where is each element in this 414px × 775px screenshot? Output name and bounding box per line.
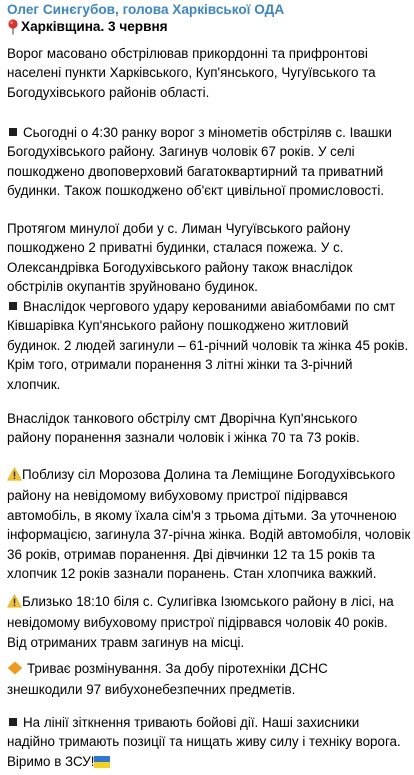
paragraph-8 (7, 659, 328, 700)
text-line: Віримо в ЗСУ! (7, 753, 95, 769)
ukraine-flag-icon (94, 754, 110, 773)
paragraph-3 (7, 219, 352, 297)
text-line: хлопчик 12 років зазнали поранень. Стан хлопчика важкий. (7, 566, 377, 582)
text-line: Внаслідок чергового удару керованими авіабомбами по смт (23, 299, 396, 314)
text-line: Поблизу сіл Морозова Долина та Леміщине Богодухівського (22, 467, 396, 482)
text-line: автомобіль, в якому їхала сім'я з трьома дітьми. За уточненою (7, 507, 397, 523)
text-line-with-icon (7, 297, 408, 316)
text-line: району на невідомому вибуховому пристрої підірвався (7, 488, 348, 504)
text-line-with-icon (7, 752, 401, 773)
text-line: Олександрівка Богодухівського району також внаслідок (7, 259, 353, 275)
black-medium-small-square-icon (9, 128, 17, 136)
black-medium-small-square-icon (9, 718, 17, 726)
text-line: Протягом минулої доби у с. Лиман Чугуївського району (7, 221, 351, 236)
text-line: будинок. 2 людей загинули – 61-річний чоловік та жінка 45 років. (7, 337, 409, 353)
text-line: хлопчик. (7, 376, 61, 392)
text-line-with-icon (7, 592, 394, 613)
text-line: Ворог масовано обстрілював прикордонні та прифронтові (7, 46, 368, 61)
text-line: Близько 18:10 біля с. Сулигівка Ізюмського району в лісі, на (22, 594, 394, 609)
paragraph-1 (7, 44, 376, 102)
post-heading (7, 18, 406, 35)
text-line: 36 років, отримав поранення. Дві дівчинки 12 та 15 років та (7, 546, 375, 562)
text-line: невідомому вибуховому пристрої підірвався чоловік 40 років. (7, 615, 388, 631)
text-line: Від отриманих травм загинув на місці. (7, 634, 245, 650)
text-line: пошкоджено двоповерховий багатоквартирний та приватний (7, 163, 384, 179)
text-line: пошкоджено 2 приватні будинки, сталася пожежа. У с. (7, 240, 344, 256)
text-line: На лінії зіткнення тривають бойові дії. Наші захисники (23, 715, 360, 730)
channel-name[interactable]: Олег Синєгубов, голова Харківської ОДА (7, 2, 285, 17)
text-line: Богодухівського району. Загинув чоловік 67 років. У селі (7, 144, 355, 160)
text-line-with-icon (7, 465, 410, 486)
orange-diamond-icon (7, 661, 23, 680)
text-line: Внаслідок танкового обстрілу смт Дворічна Куп'янського (7, 411, 358, 426)
warning-sign-icon (7, 594, 22, 613)
paragraph-9 (7, 713, 401, 773)
text-line-with-icon (7, 123, 392, 142)
text-line: знешкодили 97 вибухонебезпечних предметів. (7, 682, 296, 698)
round-pushpin-icon (7, 19, 19, 35)
warning-sign-icon (7, 467, 22, 486)
text-line: населені пункти Харківського, Куп'янського, Чугуївського та (7, 65, 376, 81)
text-line: району поранення зазнали чоловік і жінка 70 та 73 років. (7, 430, 360, 446)
text-line: Ківшарівка Куп'янського району пошкоджено житловий (7, 318, 349, 334)
text-line: будинки. Також пошкоджено об'єкт цивільної промисловості. (7, 183, 385, 199)
text-line-with-icon (7, 659, 328, 680)
text-line: надійно тримають позиції та нищать живу силу і техніку ворога. (7, 734, 401, 750)
post-heading-text: Харківщина. 3 червня (21, 19, 168, 34)
text-line: інформацією, загинула 37-річна жінка. Водій автомобіля, чоловік (7, 527, 411, 543)
paragraph-4 (7, 297, 408, 394)
text-line: Крім того, отримали поранення 3 літні жінки та 3-річний (7, 357, 353, 373)
text-line: Триває розмінування. За добу піротехніки ДСНС (27, 661, 328, 676)
paragraph-6 (7, 465, 410, 583)
text-line-with-icon (7, 713, 401, 732)
text-line: Богодухівського районів області. (7, 84, 210, 100)
black-medium-small-square-icon (9, 302, 17, 310)
text-line: Сьогодні о 4:30 ранку ворог з мінометів обстріляв с. Івашки (23, 125, 392, 140)
text-line: обстрілів окупантів зруйновано будинок. (7, 279, 258, 295)
paragraph-2 (7, 123, 392, 201)
paragraph-5 (7, 409, 360, 448)
paragraph-7 (7, 592, 394, 652)
